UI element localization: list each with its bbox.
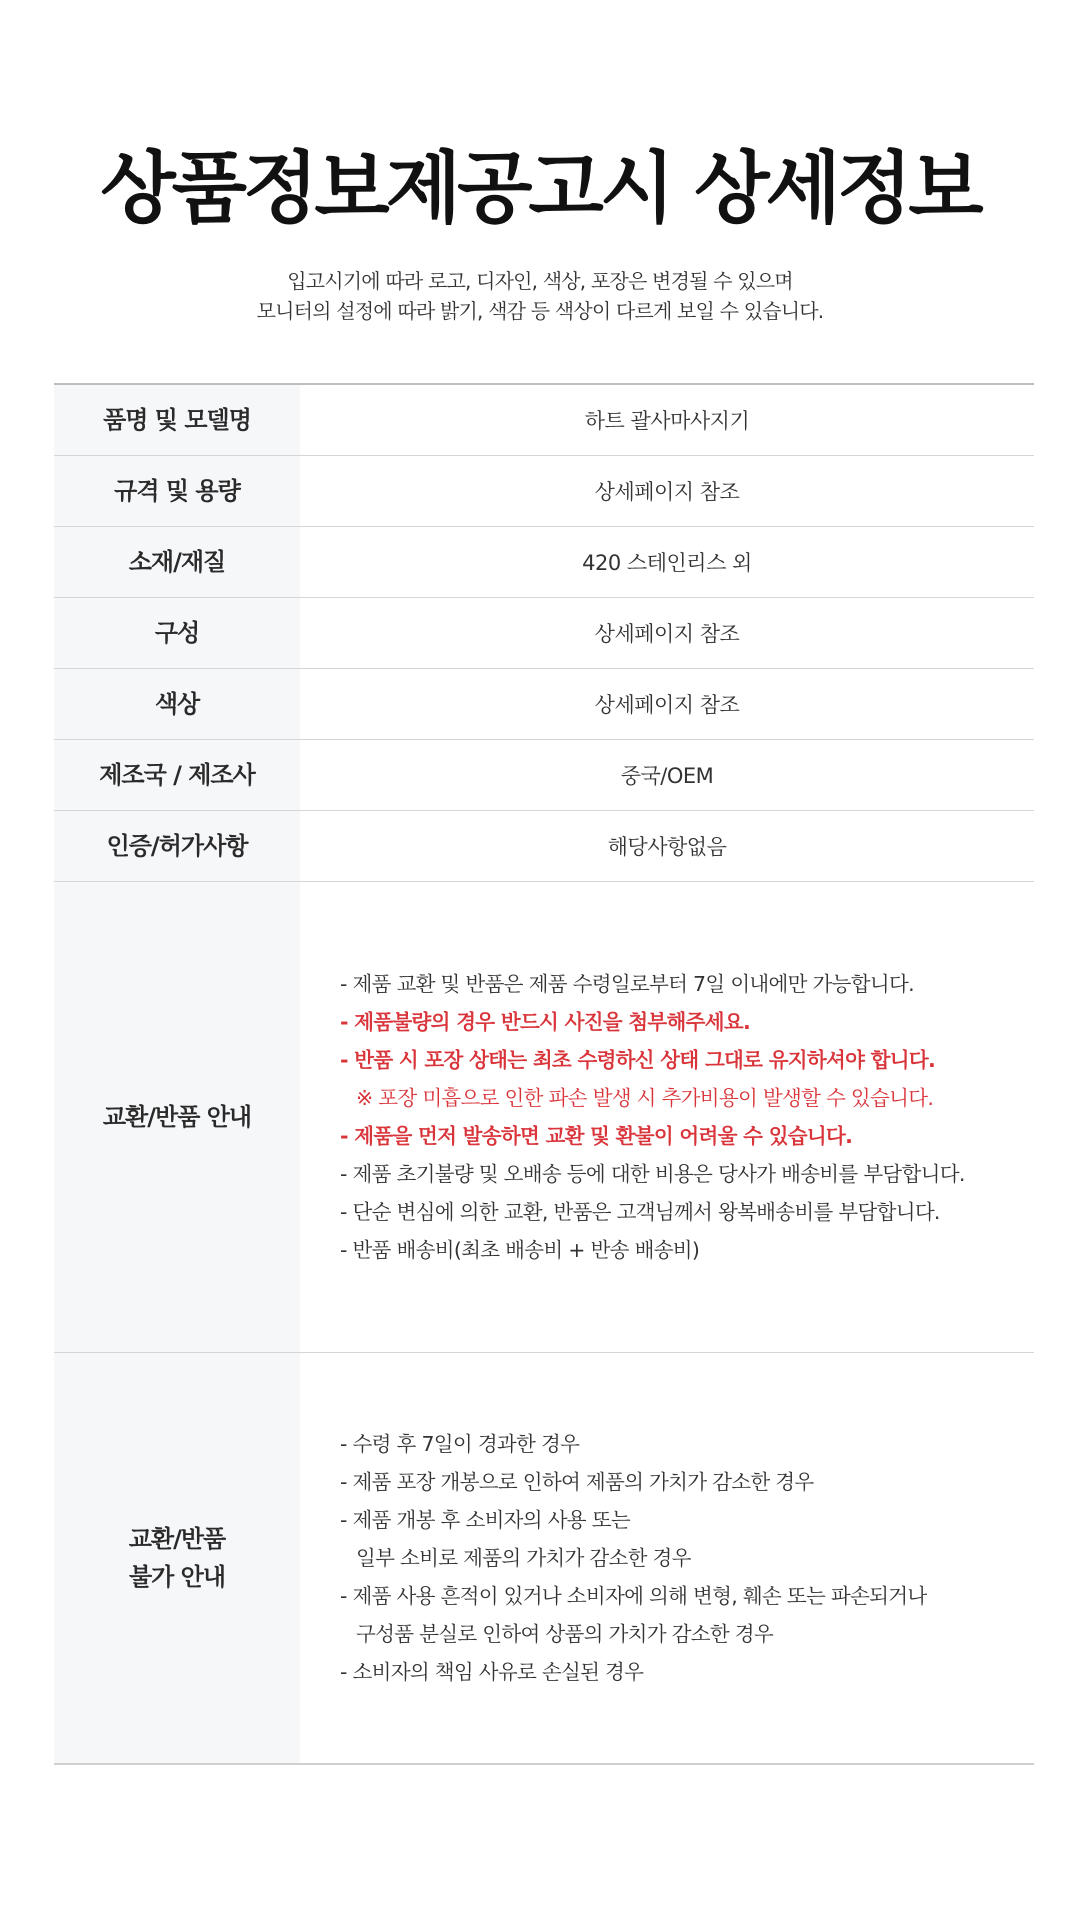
row-label: 색상	[54, 669, 300, 739]
subtitle-line: 모니터의 설정에 따라 밝기, 색감 등 색상이 다르게 보일 수 있습니다.	[256, 299, 824, 323]
list-item: - 수령 후 7일이 경과한 경우	[340, 1432, 580, 1456]
table-row	[54, 669, 1034, 740]
table-row	[54, 385, 1034, 456]
list-item: - 소비자의 책임 사유로 손실된 경우	[340, 1660, 644, 1684]
exchange-guide-list	[300, 882, 1034, 1352]
list-item: - 제품 초기불량 및 오배송 등에 대한 비용은 당사가 배송비를 부담합니다.	[340, 1162, 965, 1186]
row-value: 해당사항없음	[607, 835, 727, 859]
no-exchange-label-line: 불가 안내	[128, 1563, 226, 1591]
row-label: 소재/재질	[54, 527, 300, 597]
no-exchange-list	[300, 1353, 1034, 1763]
row-value: 중국/OEM	[620, 764, 714, 788]
row-value: 420 스테인리스 외	[582, 551, 752, 575]
row-value: 상세페이지 참조	[594, 622, 740, 646]
row-value: 하트 괄사마사지기	[584, 409, 750, 433]
no-exchange-label-line: 교환/반품	[128, 1525, 226, 1553]
table-row	[54, 811, 1034, 882]
table-row	[54, 456, 1034, 527]
list-item-note: ※ 포장 미흡으로 인한 파손 발생 시 추가비용이 발생할 수 있습니다.	[356, 1086, 934, 1110]
notice-subtitle	[0, 266, 1080, 326]
row-value: 상세페이지 참조	[594, 480, 740, 504]
exchange-guide-row	[54, 882, 1034, 1353]
subtitle-line: 입고시기에 따라 로고, 디자인, 색상, 포장은 변경될 수 있으며	[287, 269, 793, 293]
table-row	[54, 740, 1034, 811]
list-item: - 제품 포장 개봉으로 인하여 제품의 가치가 감소한 경우	[340, 1470, 814, 1494]
exchange-guide-label: 교환/반품 안내	[54, 882, 300, 1352]
table-row	[54, 598, 1034, 669]
no-exchange-label	[54, 1353, 300, 1763]
list-item-warning: - 제품을 먼저 발송하면 교환 및 환불이 어려울 수 있습니다.	[340, 1124, 853, 1148]
list-item-warning: - 제품불량의 경우 반드시 사진을 첨부해주세요.	[340, 1010, 751, 1034]
row-label: 구성	[54, 598, 300, 668]
list-item: - 반품 배송비(최초 배송비 + 반송 배송비)	[340, 1238, 700, 1262]
list-item: - 제품 개봉 후 소비자의 사용 또는	[340, 1508, 630, 1532]
table-row	[54, 527, 1034, 598]
list-item: - 제품 사용 흔적이 있거나 소비자에 의해 변형, 훼손 또는 파손되거나	[340, 1584, 927, 1608]
list-item-continued: 구성품 분실로 인하여 상품의 가치가 감소한 경우	[356, 1622, 773, 1646]
list-item-continued: 일부 소비로 제품의 가치가 감소한 경우	[356, 1546, 691, 1570]
list-item: - 단순 변심에 의한 교환, 반품은 고객님께서 왕복배송비를 부담합니다.	[340, 1200, 940, 1224]
row-label: 규격 및 용량	[54, 456, 300, 526]
page-title: 상품정보제공고시 상세정보	[100, 144, 980, 234]
product-info-table	[54, 383, 1034, 1765]
row-label: 인증/허가사항	[54, 811, 300, 881]
row-value: 상세페이지 참조	[594, 693, 740, 717]
list-item-warning: - 반품 시 포장 상태는 최초 수령하신 상태 그대로 유지하셔야 합니다.	[340, 1048, 936, 1072]
no-exchange-row	[54, 1353, 1034, 1765]
row-label: 제조국 / 제조사	[54, 740, 300, 810]
list-item: - 제품 교환 및 반품은 제품 수령일로부터 7일 이내에만 가능합니다.	[340, 972, 914, 996]
row-label: 품명 및 모델명	[54, 385, 300, 455]
